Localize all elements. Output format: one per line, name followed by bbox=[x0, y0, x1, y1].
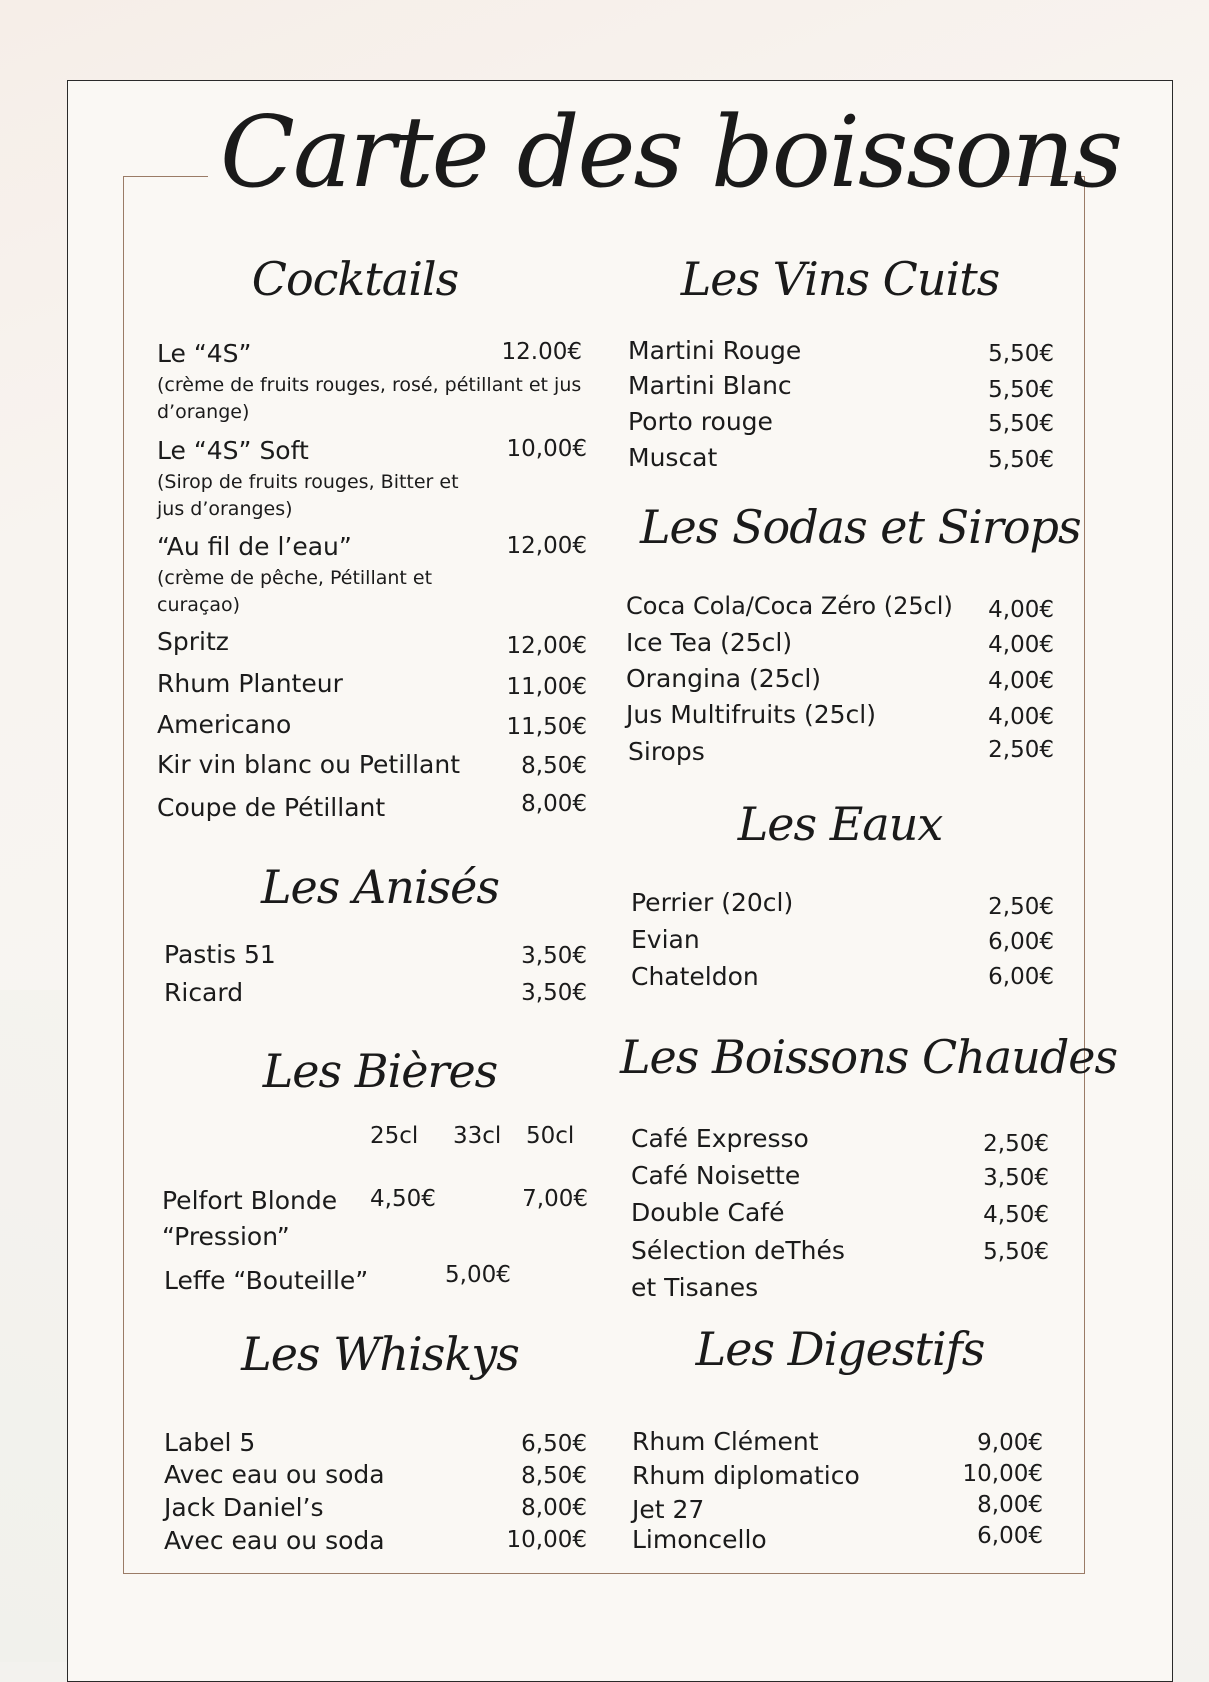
digestif-price: 8,00€ bbox=[977, 1492, 1043, 1518]
whisky-name: Avec eau ou soda bbox=[164, 1460, 385, 1489]
beer-size-label: 33cl bbox=[453, 1123, 502, 1149]
digestif-price: 10,00€ bbox=[962, 1461, 1043, 1487]
cocktail-name: Le “4S” bbox=[157, 339, 252, 368]
eau-name: Evian bbox=[631, 925, 700, 954]
cocktail-price: 8,00€ bbox=[521, 791, 587, 817]
digestif-name: Limoncello bbox=[632, 1525, 767, 1554]
cocktail-name: Kir vin blanc ou Petillant bbox=[157, 750, 461, 779]
digestif-name: Rhum diplomatico bbox=[632, 1461, 860, 1490]
section-heading-cocktails: Cocktails bbox=[251, 252, 459, 306]
cocktail-description: (crème de fruits rouges, rosé, pétillant et jus bbox=[157, 374, 582, 396]
whisky-price: 10,00€ bbox=[506, 1527, 587, 1553]
soda-price: 4,00€ bbox=[988, 597, 1054, 623]
section-heading-whiskys: Les Whiskys bbox=[241, 1327, 519, 1381]
section-heading-digestifs: Les Digestifs bbox=[695, 1322, 985, 1376]
cocktail-description: curaçao) bbox=[157, 594, 241, 616]
cocktail-price: 12,00€ bbox=[506, 533, 587, 559]
section-heading-vins-cuits: Les Vins Cuits bbox=[680, 252, 1000, 306]
soda-name: Coca Cola/Coca Zéro (25cl) bbox=[626, 592, 953, 620]
anise-name: Ricard bbox=[164, 978, 244, 1007]
soda-name: Orangina (25cl) bbox=[626, 664, 822, 693]
section-heading-anises: Les Anisés bbox=[261, 860, 499, 914]
cocktail-price: 10,00€ bbox=[506, 436, 587, 462]
vin-cuit-name: Martini Blanc bbox=[628, 371, 792, 400]
soda-name: Sirops bbox=[628, 737, 705, 766]
section-heading-boissons-chaudes: Les Boissons Chaudes bbox=[620, 1030, 1118, 1084]
boisson-chaude-price: 3,50€ bbox=[983, 1165, 1049, 1191]
vin-cuit-price: 5,50€ bbox=[988, 341, 1054, 367]
cocktail-price: 11,50€ bbox=[506, 714, 587, 740]
boisson-chaude-name-line2: et Tisanes bbox=[631, 1273, 759, 1302]
eau-price: 2,50€ bbox=[988, 894, 1054, 920]
cocktail-description: jus d’oranges) bbox=[157, 498, 293, 520]
beer-name: Leffe “Bouteille” bbox=[164, 1266, 369, 1295]
cocktail-price: 11,00€ bbox=[506, 674, 587, 700]
whisky-name: Label 5 bbox=[164, 1428, 256, 1457]
vin-cuit-name: Martini Rouge bbox=[628, 336, 802, 365]
digestif-price: 6,00€ bbox=[977, 1523, 1043, 1549]
beer-price-50cl: 7,00€ bbox=[522, 1186, 588, 1212]
cocktail-price: 12.00€ bbox=[501, 339, 582, 365]
cocktail-name: Le “4S” Soft bbox=[157, 436, 309, 465]
cocktail-description: (crème de pêche, Pétillant et bbox=[157, 567, 433, 589]
soda-name: Ice Tea (25cl) bbox=[626, 628, 793, 657]
vin-cuit-price: 5,50€ bbox=[988, 411, 1054, 437]
vin-cuit-name: Porto rouge bbox=[628, 407, 773, 436]
boisson-chaude-price: 4,50€ bbox=[983, 1202, 1049, 1228]
soda-name: Jus Multifruits (25cl) bbox=[626, 700, 876, 729]
cocktail-name: Spritz bbox=[157, 627, 229, 656]
whisky-name: Jack Daniel’s bbox=[164, 1493, 324, 1522]
boisson-chaude-price: 5,50€ bbox=[983, 1239, 1049, 1265]
whisky-name: Avec eau ou soda bbox=[164, 1526, 385, 1555]
section-heading-sodas: Les Sodas et Sirops bbox=[640, 500, 1081, 554]
beer-price-25cl: 4,50€ bbox=[370, 1186, 436, 1212]
boisson-chaude-name: Double Café bbox=[631, 1198, 785, 1227]
digestif-name: Jet 27 bbox=[632, 1495, 705, 1524]
whisky-price: 8,50€ bbox=[521, 1463, 587, 1489]
cocktail-name: Coupe de Pétillant bbox=[157, 793, 386, 822]
cocktail-description: d’orange) bbox=[157, 401, 250, 423]
cocktail-name: Americano bbox=[157, 710, 292, 739]
soda-price: 4,00€ bbox=[988, 704, 1054, 730]
cocktail-description: (Sirop de fruits rouges, Bitter et bbox=[157, 471, 459, 493]
cocktail-price: 8,50€ bbox=[521, 753, 587, 779]
cocktail-name: “Au fil de l’eau” bbox=[157, 532, 352, 561]
vin-cuit-price: 5,50€ bbox=[988, 377, 1054, 403]
menu-title: Carte des boissons bbox=[220, 96, 1122, 210]
boisson-chaude-name: Café Expresso bbox=[631, 1124, 809, 1153]
boisson-chaude-name: Sélection deThés bbox=[631, 1236, 845, 1265]
beer-size-label: 25cl bbox=[370, 1123, 419, 1149]
soda-price: 4,00€ bbox=[988, 632, 1054, 658]
digestif-price: 9,00€ bbox=[977, 1430, 1043, 1456]
eau-name: Chateldon bbox=[631, 962, 759, 991]
soda-price: 4,00€ bbox=[988, 668, 1054, 694]
eau-price: 6,00€ bbox=[988, 964, 1054, 990]
cocktail-name: Rhum Planteur bbox=[157, 669, 343, 698]
section-heading-bieres: Les Bières bbox=[262, 1044, 498, 1098]
anise-price: 3,50€ bbox=[521, 943, 587, 969]
beer-name: Pelfort Blonde bbox=[162, 1186, 338, 1215]
boisson-chaude-name: Café Noisette bbox=[631, 1161, 801, 1190]
eau-price: 6,00€ bbox=[988, 929, 1054, 955]
soda-price: 2,50€ bbox=[988, 737, 1054, 763]
whisky-price: 6,50€ bbox=[521, 1431, 587, 1457]
vin-cuit-price: 5,50€ bbox=[988, 447, 1054, 473]
beer-name-line2: “Pression” bbox=[162, 1222, 290, 1251]
anise-name: Pastis 51 bbox=[164, 940, 276, 969]
eau-name: Perrier (20cl) bbox=[631, 888, 794, 917]
anise-price: 3,50€ bbox=[521, 980, 587, 1006]
beer-price-33cl: 5,00€ bbox=[445, 1262, 511, 1288]
cocktail-price: 12,00€ bbox=[506, 633, 587, 659]
digestif-name: Rhum Clément bbox=[632, 1427, 819, 1456]
whisky-price: 8,00€ bbox=[521, 1495, 587, 1521]
boisson-chaude-price: 2,50€ bbox=[983, 1131, 1049, 1157]
vin-cuit-name: Muscat bbox=[628, 443, 718, 472]
section-heading-eaux: Les Eaux bbox=[737, 797, 943, 851]
beer-size-label: 50cl bbox=[526, 1123, 575, 1149]
frame-top-left-line bbox=[123, 176, 208, 177]
